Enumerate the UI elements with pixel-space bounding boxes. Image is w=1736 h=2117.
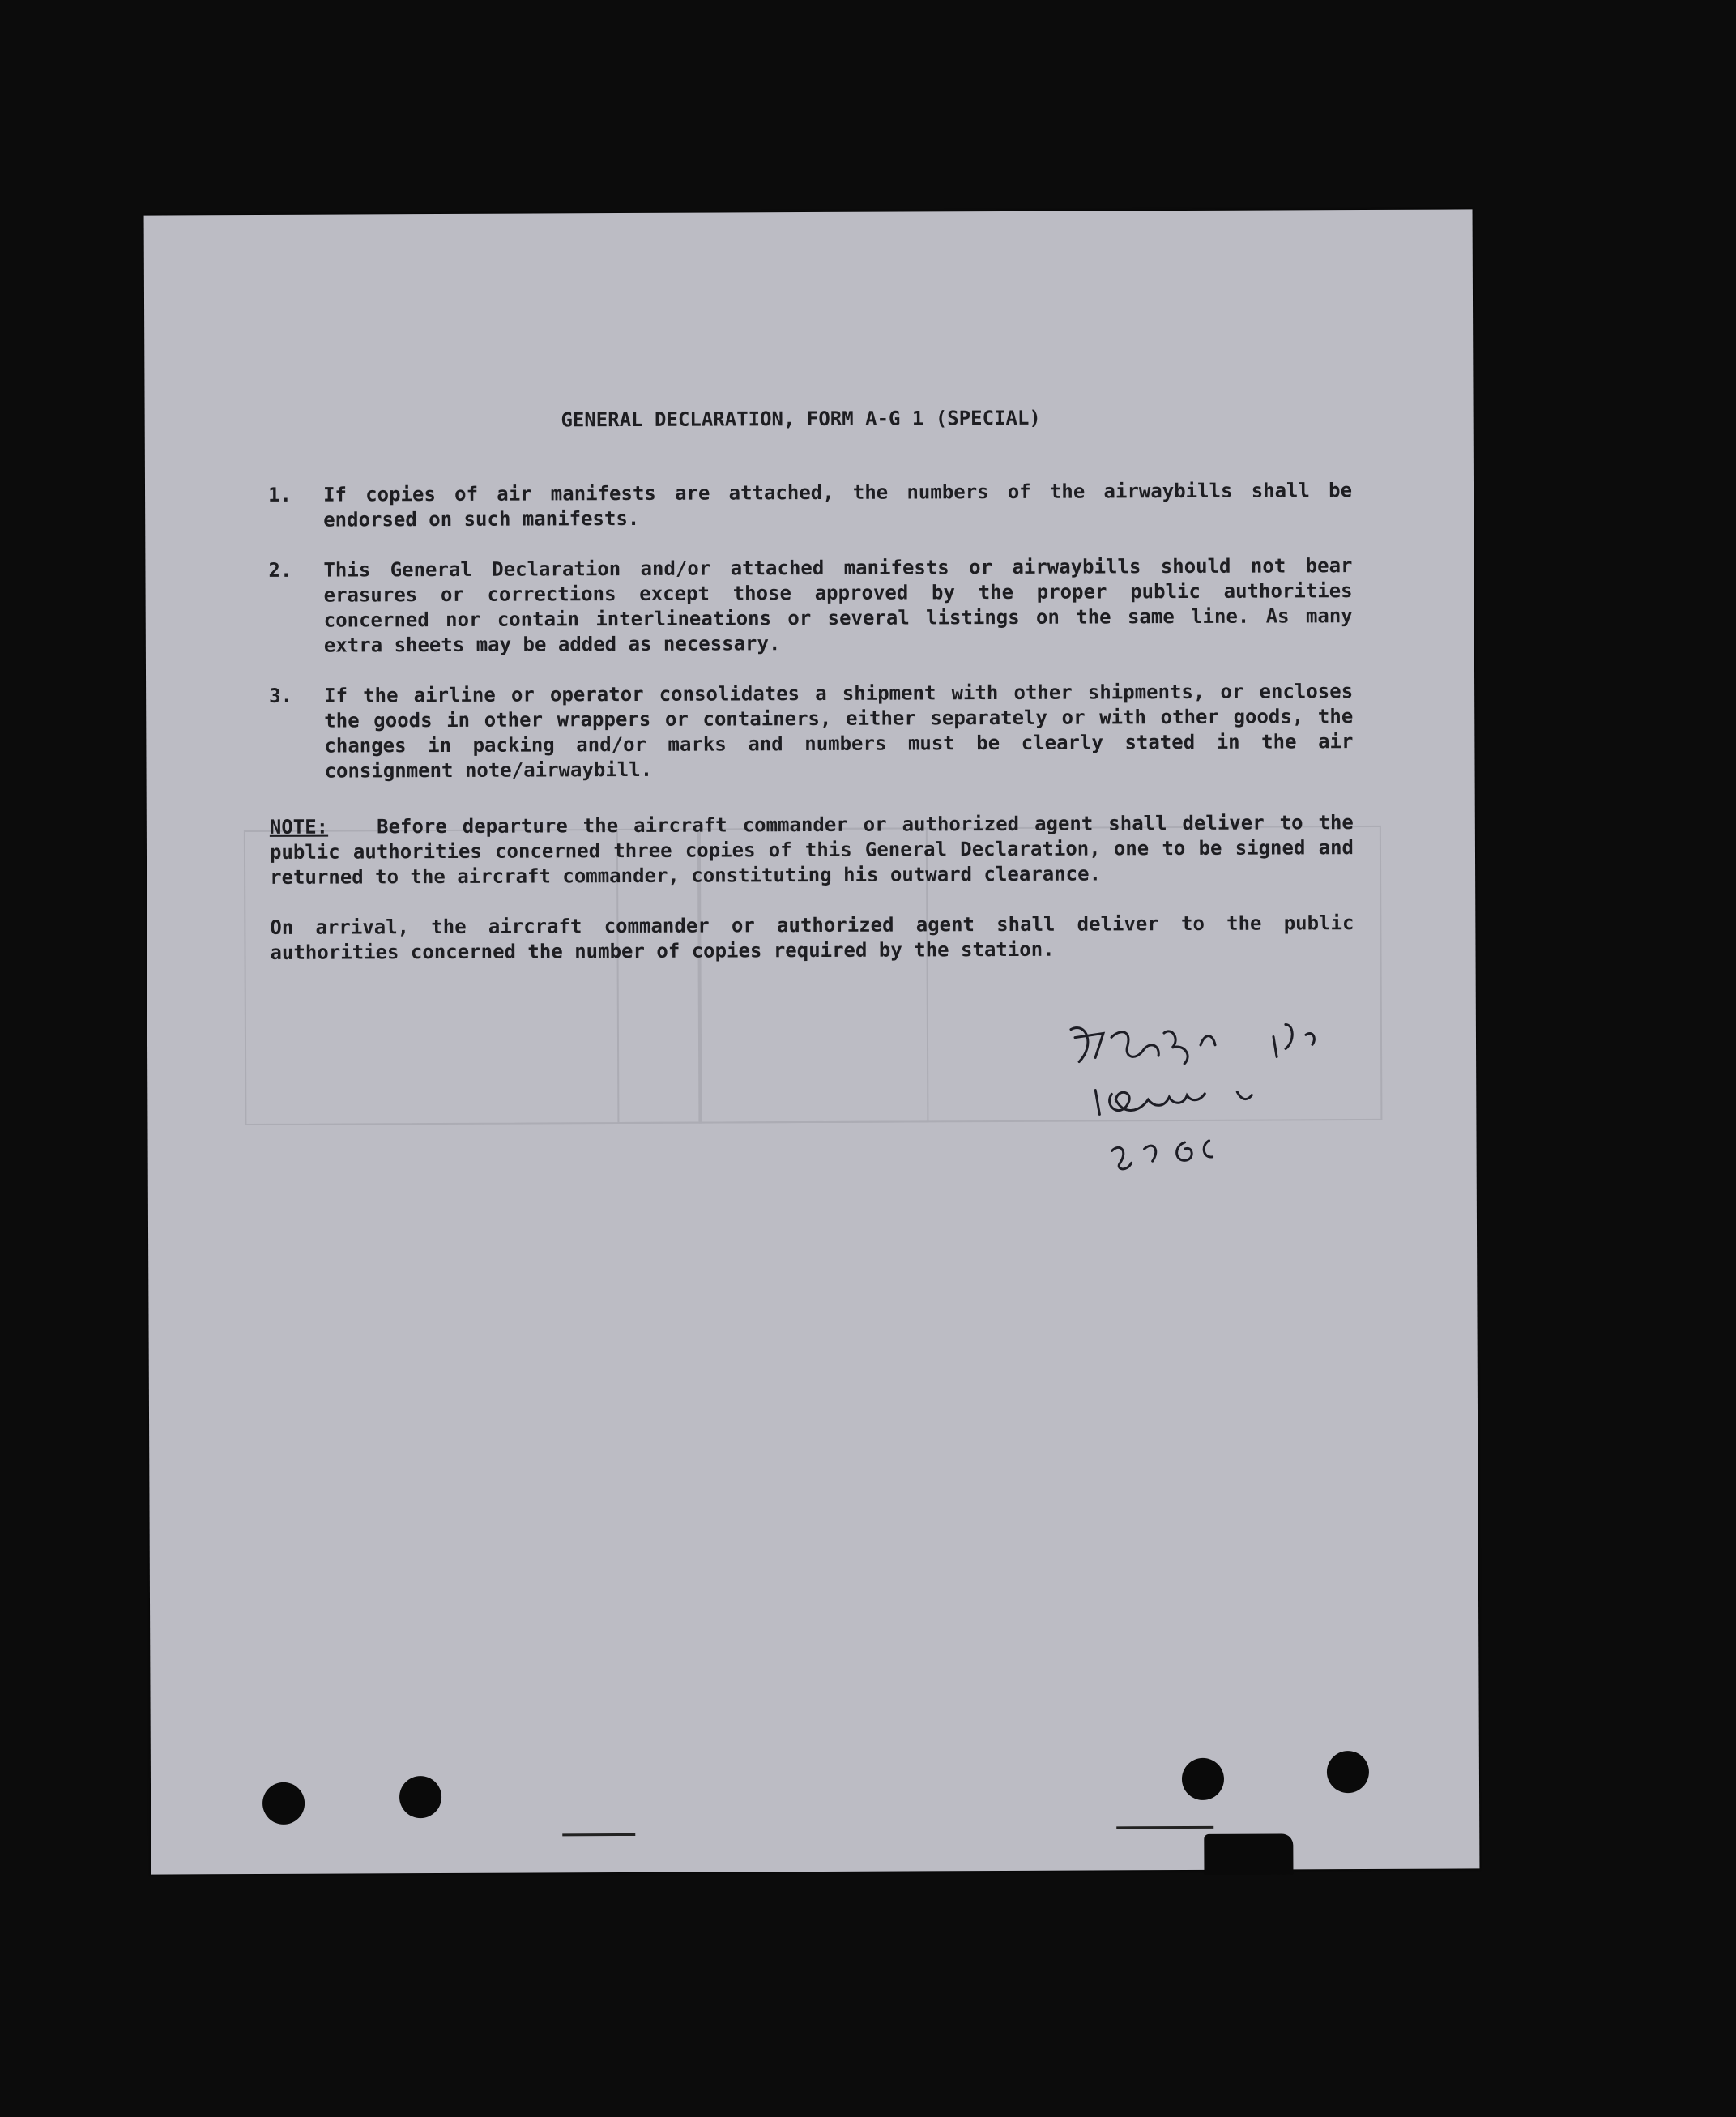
edge-mark	[562, 1833, 635, 1836]
instruction-text: If the airline or operator consolidates a shipment with other shipments, or encloses the goods in other wrappers or containers, either separately or with other goods, the changes in packing and/or marks and numbers must be clearly stated in the air consignment note/airwaybill.	[324, 680, 1354, 783]
note-paragraph	[252, 810, 1354, 890]
punch-hole	[399, 1776, 441, 1818]
instruction-text: If copies of air manifests are attached, the numbers of the airwaybills shall be endorsed on such manifests.	[322, 479, 1353, 531]
page-title: GENERAL DECLARATION, FORM A-G 1 (SPECIAL)	[561, 406, 1041, 432]
arrival-paragraph: On arrival, the aircraft commander or authorized agent shall deliver to the public authorities concerned the number of copies required by the station.	[270, 911, 1354, 964]
instruction-number: 2.	[268, 558, 292, 582]
declaration-instructions	[250, 404, 1354, 966]
instruction-number: 1.	[267, 483, 292, 506]
instruction-item-2	[250, 553, 1353, 659]
note-text: Before departure the aircraft commander or authorized agent shall deliver to the public authorities concerned three copies of this General Declaration, one to be signed and returned to the aircraft commander, constituting his outward clearance.	[269, 811, 1354, 889]
instruction-text: This General Declaration and/or attached manifests or airwaybills should not bear erasures or corrections except those approved by the proper public authorities concerned nor contain interlineations or several listings on the same line. As many extra sheets may be added as necessary.	[323, 554, 1353, 657]
torn-edge	[1204, 1833, 1293, 1874]
instruction-item-1	[250, 478, 1352, 533]
handwritten-annotation	[1063, 1012, 1404, 1192]
instruction-number: 3.	[269, 684, 293, 707]
note-label: NOTE:	[269, 815, 329, 839]
punch-hole	[262, 1782, 305, 1825]
document-sheet	[144, 209, 1480, 1874]
punch-hole	[1327, 1751, 1369, 1793]
punch-hole	[1182, 1758, 1224, 1800]
edge-mark	[1116, 1826, 1213, 1829]
instruction-item-3	[251, 679, 1354, 784]
